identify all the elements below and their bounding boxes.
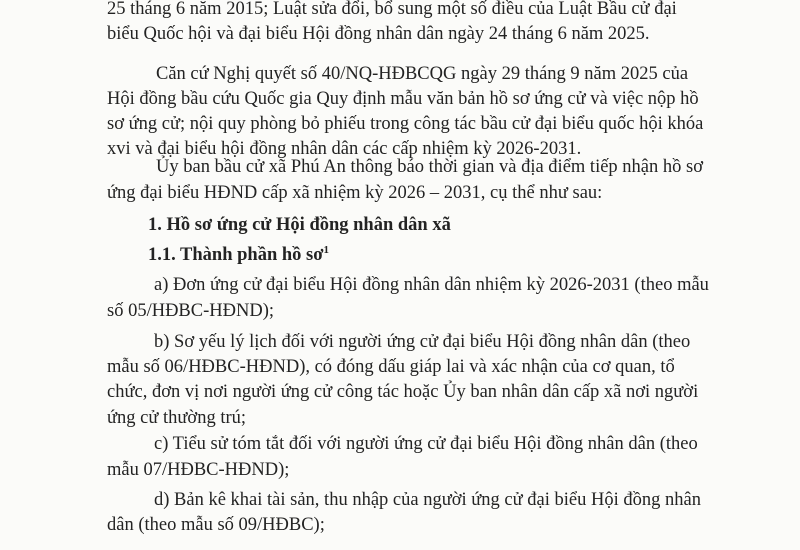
paragraph-line: Hội đồng bầu cứu Quốc gia Quy định mẫu văn bản hồ sơ ứng cử và việc nộp hồ: [107, 89, 699, 109]
section-heading: 1. Hồ sơ ứng cử Hội đồng nhân dân xã: [148, 215, 451, 235]
footnote-marker: 1: [323, 243, 329, 256]
list-item-line: b) Sơ yếu lý lịch đối với người ứng cử đại biểu Hội đồng nhân dân (theo: [154, 332, 691, 352]
paragraph-line: xvi và đại biểu hội đồng nhân dân các cấp nhiệm kỳ 2026-2031.: [107, 139, 582, 159]
list-item-line: ứng cử thường trú;: [107, 408, 247, 428]
list-item-line: a) Đơn ứng cử đại biểu Hội đồng nhân dân nhiệm kỳ 2026-2031 (theo mẫu: [154, 275, 709, 295]
list-item-line: số 05/HĐBC-HĐND);: [107, 301, 275, 321]
list-item-line: c) Tiểu sử tóm tắt đối với người ứng cử đại biểu Hội đồng nhân dân (theo: [154, 434, 698, 454]
paragraph-line: biểu Quốc hội và đại biểu Hội đồng nhân dân ngày 24 tháng 6 năm 2025.: [107, 24, 650, 44]
list-item-line: mẫu 07/HĐBC-HĐND);: [107, 460, 290, 480]
subsection-heading-text: 1.1. Thành phần hồ sơ: [148, 245, 324, 265]
subsection-heading: [148, 244, 329, 266]
list-item-line: mẫu số 06/HĐBC-HĐND), có đóng dấu giáp lai và xác nhận của cơ quan, tổ: [107, 357, 675, 377]
paragraph-line: Ủy ban bầu cử xã Phú An thông báo thời gian và địa điểm tiếp nhận hồ sơ: [156, 157, 703, 177]
paragraph-line: sơ ứng cử; nội quy phòng bỏ phiếu trong công tác bầu cử đại biểu quốc hội khóa: [107, 114, 704, 134]
list-item-line: dân (theo mẫu số 09/HĐBC);: [107, 515, 325, 535]
list-item-line: d) Bản kê khai tài sản, thu nhập của người ứng cử đại biểu Hội đồng nhân: [154, 490, 701, 510]
paragraph-line: ứng đại biểu HĐND cấp xã nhiệm kỳ 2026 – 2031, cụ thể như sau:: [107, 183, 603, 203]
paragraph-line: Căn cứ Nghị quyết số 40/NQ-HĐBCQG ngày 29 tháng 9 năm 2025 của: [156, 64, 689, 84]
list-item-line: chức, đơn vị nơi người ứng cử công tác hoặc Ủy ban nhân dân cấp xã nơi người: [107, 382, 699, 402]
paragraph-line: 25 tháng 6 năm 2015; Luật sửa đổi, bổ sung một số điều của Luật Bầu cử đại: [107, 0, 677, 19]
